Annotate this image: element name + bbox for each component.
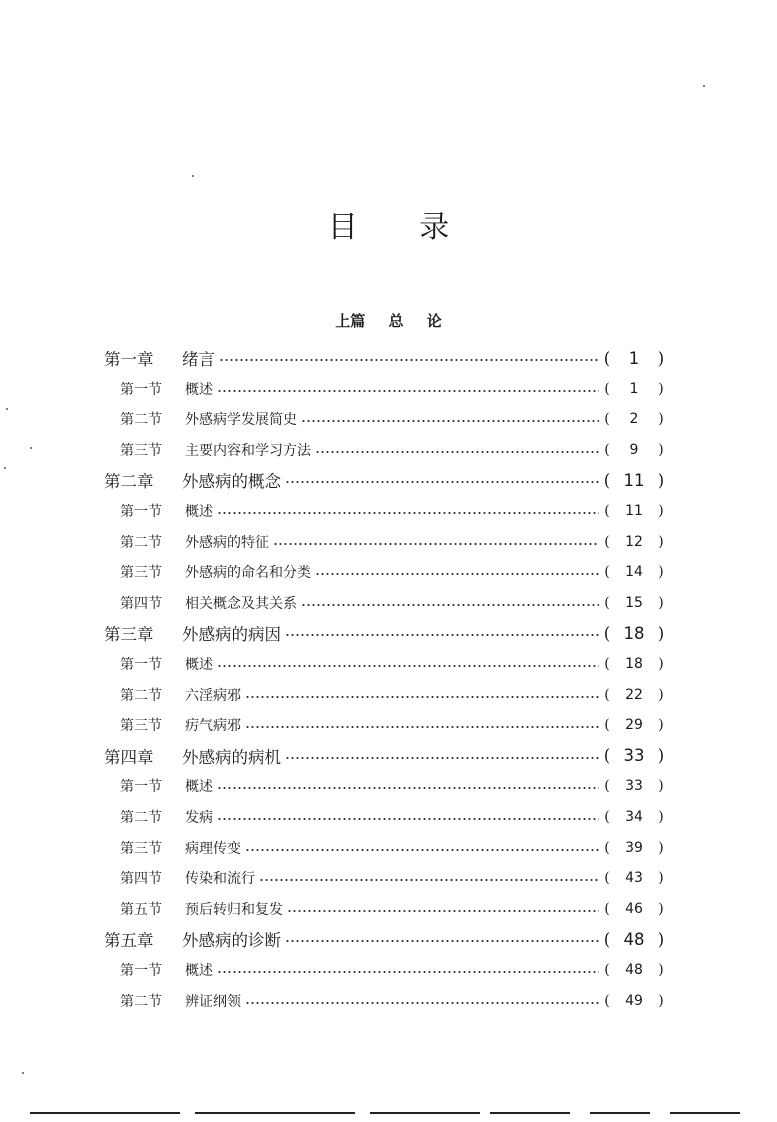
bottom-rule xyxy=(670,1112,740,1114)
toc-page-ref xyxy=(603,840,665,856)
dot-leader xyxy=(301,597,599,609)
toc-page-number: 34 xyxy=(625,809,643,825)
scan-speck xyxy=(22,1072,24,1074)
open-paren: ( xyxy=(604,411,610,428)
close-paren: ) xyxy=(657,929,665,949)
toc-section-row xyxy=(120,527,665,557)
toc-entry-label xyxy=(104,468,281,492)
toc-page-number: 11 xyxy=(623,470,645,490)
toc-entry-label xyxy=(120,532,269,552)
dot-leader xyxy=(245,842,599,854)
toc-entry-number: 第一节 xyxy=(120,381,162,398)
dot-leader xyxy=(273,536,599,548)
dot-leader xyxy=(285,627,599,639)
dot-leader xyxy=(315,444,599,456)
toc-section-row xyxy=(120,496,665,526)
close-paren: ) xyxy=(658,992,664,1009)
dot-leader xyxy=(301,413,599,425)
toc-entry-title: 概述 xyxy=(185,657,213,673)
open-paren: ( xyxy=(603,929,611,949)
toc-page-ref xyxy=(603,746,665,765)
toc-entry-title: 传染和流行 xyxy=(185,871,255,888)
bottom-rule xyxy=(590,1112,650,1114)
close-paren: ) xyxy=(658,441,664,458)
toc-section-row xyxy=(120,894,665,924)
toc-entry-number: 第二章 xyxy=(104,472,154,492)
toc-chapter-row xyxy=(104,618,665,648)
toc-entry-number: 第三节 xyxy=(120,718,162,735)
toc-entry-label xyxy=(120,562,311,582)
toc-page-ref xyxy=(603,503,665,519)
close-paren: ) xyxy=(658,839,664,856)
toc-entry-title: 概述 xyxy=(185,504,213,520)
toc-entry-title: 概述 xyxy=(185,779,213,796)
toc-page-number: 15 xyxy=(625,594,643,611)
toc-entry-number: 第三节 xyxy=(120,565,162,582)
toc-section-row xyxy=(120,771,665,801)
dot-leader xyxy=(217,964,599,976)
toc-entry-number: 第二节 xyxy=(120,810,162,826)
dot-leader xyxy=(259,872,599,884)
toc-page-ref xyxy=(603,687,665,703)
toc-entry-number: 第一节 xyxy=(120,504,162,520)
toc-chapter-row xyxy=(104,741,665,771)
toc-page-ref xyxy=(603,809,665,825)
open-paren: ( xyxy=(604,533,610,550)
close-paren: ) xyxy=(658,656,664,672)
toc-entry-title: 相关概念及其关系 xyxy=(185,595,297,612)
close-paren: ) xyxy=(658,686,664,703)
toc-entry-label xyxy=(104,927,281,951)
toc-entry-label xyxy=(120,776,213,796)
open-paren: ( xyxy=(604,564,610,581)
open-paren: ( xyxy=(603,746,611,766)
toc-page-number: 22 xyxy=(625,686,643,703)
close-paren: ) xyxy=(658,594,664,611)
open-paren: ( xyxy=(604,503,610,519)
toc-section-row xyxy=(120,955,665,985)
toc-entry-label xyxy=(120,409,297,429)
toc-entry-title: 外感病的病机 xyxy=(182,747,281,767)
toc-entry-number: 第三章 xyxy=(104,625,154,645)
toc-entry-label xyxy=(120,838,241,858)
close-paren: ) xyxy=(658,778,664,795)
toc-entry-label xyxy=(120,440,311,460)
toc-entry-number: 第四节 xyxy=(120,871,162,888)
close-paren: ) xyxy=(658,533,664,550)
scan-speck xyxy=(192,175,194,177)
open-paren: ( xyxy=(604,686,610,703)
toc-page-number: 48 xyxy=(625,962,643,978)
close-paren: ) xyxy=(658,380,664,397)
close-paren: ) xyxy=(658,717,664,734)
close-paren: ) xyxy=(658,411,664,428)
toc-page-ref xyxy=(603,534,665,550)
close-paren: ) xyxy=(657,470,665,490)
scan-speck xyxy=(6,408,8,410)
scan-speck xyxy=(4,467,6,469)
toc-entry-title: 主要内容和学习方法 xyxy=(185,442,311,459)
open-paren: ( xyxy=(604,656,610,672)
bottom-rule xyxy=(195,1112,355,1114)
toc-page-ref xyxy=(603,564,665,580)
scan-speck xyxy=(30,447,32,449)
toc-chapter-row xyxy=(104,465,665,495)
toc-section-row xyxy=(120,680,665,710)
toc-entry-number: 第五节 xyxy=(120,901,162,918)
toc-page-ref xyxy=(603,993,665,1009)
toc-entry-number: 第二节 xyxy=(120,687,162,704)
toc-page-number: 49 xyxy=(625,992,643,1009)
dot-leader xyxy=(217,658,599,670)
open-paren: ( xyxy=(603,348,611,368)
dot-leader xyxy=(217,383,599,395)
toc-entry-label xyxy=(120,899,283,919)
page-title: 目 录 xyxy=(327,210,476,245)
toc-page-ref xyxy=(603,595,665,611)
toc-page-number: 33 xyxy=(625,778,643,795)
toc-page-ref xyxy=(603,624,665,643)
toc-entry-title: 外感病的诊断 xyxy=(182,931,281,951)
toc-page-ref xyxy=(603,442,665,458)
close-paren: ) xyxy=(658,962,664,978)
open-paren: ( xyxy=(604,380,610,397)
toc-section-row xyxy=(120,435,665,465)
toc-section-row xyxy=(120,374,665,404)
toc-entry-number: 第一节 xyxy=(120,779,162,796)
open-paren: ( xyxy=(603,623,611,643)
toc-chapter-row xyxy=(104,343,665,373)
toc-entry-label xyxy=(120,593,297,613)
dot-leader xyxy=(217,780,599,792)
toc-page-ref xyxy=(603,717,665,733)
close-paren: ) xyxy=(657,746,665,766)
close-paren: ) xyxy=(657,348,665,368)
toc-page-number: 48 xyxy=(623,929,645,949)
toc-entry-number: 第一章 xyxy=(104,350,154,369)
toc-page-number: 1 xyxy=(628,348,640,368)
close-paren: ) xyxy=(658,900,664,917)
toc-page-ref xyxy=(603,778,665,794)
toc-entry-title: 概述 xyxy=(185,963,213,979)
close-paren: ) xyxy=(658,503,664,519)
toc-page-number: 18 xyxy=(625,656,643,672)
toc-page-ref xyxy=(603,901,665,917)
section-heading: 上篇 总 论 xyxy=(335,312,442,330)
toc-page-ref xyxy=(603,411,665,427)
dot-leader xyxy=(217,811,599,823)
toc-chapter-row xyxy=(104,924,665,954)
toc-entry-number: 第一节 xyxy=(120,963,162,979)
toc-entry-title: 疠气病邪 xyxy=(185,718,241,735)
toc-entry-label xyxy=(120,991,241,1011)
open-paren: ( xyxy=(603,470,611,490)
toc-page-ref xyxy=(603,870,665,886)
toc-section-row xyxy=(120,863,665,893)
toc-entry-label xyxy=(120,654,213,674)
open-paren: ( xyxy=(604,778,610,795)
open-paren: ( xyxy=(604,962,610,978)
dot-leader xyxy=(245,995,599,1007)
dot-leader xyxy=(315,566,599,578)
open-paren: ( xyxy=(604,900,610,917)
close-paren: ) xyxy=(658,870,664,887)
toc-page-number: 29 xyxy=(625,717,643,734)
toc-section-row xyxy=(120,557,665,587)
toc-page-number: 33 xyxy=(623,746,645,766)
bottom-rule xyxy=(370,1112,480,1114)
toc-entry-title: 发病 xyxy=(185,810,213,826)
toc-page-ref xyxy=(603,962,665,978)
toc-entry-title: 绪言 xyxy=(182,350,215,369)
open-paren: ( xyxy=(604,717,610,734)
toc-entry-label xyxy=(104,621,281,645)
toc-entry-title: 六淫病邪 xyxy=(185,687,241,704)
dot-leader xyxy=(285,750,599,762)
dot-leader xyxy=(217,505,599,517)
toc-page-number: 14 xyxy=(625,564,643,581)
toc-entry-label xyxy=(120,960,213,980)
open-paren: ( xyxy=(604,441,610,458)
toc-entry-label xyxy=(120,685,241,705)
toc-page-number: 1 xyxy=(629,380,639,397)
toc-page-ref xyxy=(603,930,665,949)
open-paren: ( xyxy=(604,594,610,611)
toc-entry-number: 第三节 xyxy=(120,840,162,857)
toc-entry-title: 辨证纲领 xyxy=(185,993,241,1010)
toc-entry-number: 第五章 xyxy=(104,931,154,951)
dot-leader xyxy=(285,474,599,486)
toc-page-number: 9 xyxy=(629,441,639,458)
close-paren: ) xyxy=(657,623,665,643)
open-paren: ( xyxy=(604,809,610,825)
toc-entry-label xyxy=(120,868,255,888)
toc-section-row xyxy=(120,986,665,1016)
toc-entry-label xyxy=(120,501,213,521)
toc-section-row xyxy=(120,649,665,679)
dot-leader xyxy=(245,719,599,731)
toc-page-ref xyxy=(603,381,665,397)
toc-page-ref xyxy=(603,471,665,490)
toc-page-number: 11 xyxy=(625,503,643,519)
toc-entry-title: 概述 xyxy=(185,381,213,398)
toc-entry-label xyxy=(120,379,213,399)
toc-page-ref xyxy=(603,349,665,368)
toc-entry-label xyxy=(104,744,281,768)
toc-page-number: 46 xyxy=(625,900,643,917)
toc-page-number: 39 xyxy=(625,839,643,856)
toc-entry-title: 预后转归和复发 xyxy=(185,901,283,918)
toc-page-number: 12 xyxy=(625,533,643,550)
toc-section-row xyxy=(120,404,665,434)
toc-entry-number: 第三节 xyxy=(120,442,162,459)
scan-speck xyxy=(703,85,705,87)
toc-page-number: 2 xyxy=(629,411,639,428)
toc-section-row xyxy=(120,802,665,832)
toc-entry-number: 第二节 xyxy=(120,534,162,551)
close-paren: ) xyxy=(658,564,664,581)
toc-entry-label xyxy=(120,715,241,735)
toc-section-row xyxy=(120,588,665,618)
toc-entry-title: 外感病的命名和分类 xyxy=(185,565,311,582)
dot-leader xyxy=(219,352,599,364)
dot-leader xyxy=(287,903,599,915)
toc-page-number: 18 xyxy=(623,623,645,643)
toc-entry-number: 第四节 xyxy=(120,595,162,612)
close-paren: ) xyxy=(658,809,664,825)
toc-entry-number: 第二节 xyxy=(120,993,162,1010)
dot-leader xyxy=(285,933,599,945)
toc-entry-title: 外感病的概念 xyxy=(182,472,281,492)
toc-entry-title: 外感病的特征 xyxy=(185,534,269,551)
open-paren: ( xyxy=(604,839,610,856)
bottom-rule xyxy=(30,1112,180,1114)
open-paren: ( xyxy=(604,992,610,1009)
toc-entry-number: 第一节 xyxy=(120,657,162,673)
toc-entry-number: 第四章 xyxy=(104,747,154,767)
toc-entry-title: 外感病的病因 xyxy=(182,625,281,645)
toc-section-row xyxy=(120,710,665,740)
toc-entry-title: 病理传变 xyxy=(185,840,241,857)
toc-entry-title: 外感病学发展简史 xyxy=(185,412,297,429)
toc-section-row xyxy=(120,833,665,863)
toc-page-ref xyxy=(603,656,665,672)
bottom-rule xyxy=(490,1112,570,1114)
toc-entry-number: 第二节 xyxy=(120,412,162,429)
toc-entry-label xyxy=(120,807,213,827)
open-paren: ( xyxy=(604,870,610,887)
toc-entry-label xyxy=(104,346,215,370)
toc-page-number: 43 xyxy=(625,870,643,887)
dot-leader xyxy=(245,689,599,701)
